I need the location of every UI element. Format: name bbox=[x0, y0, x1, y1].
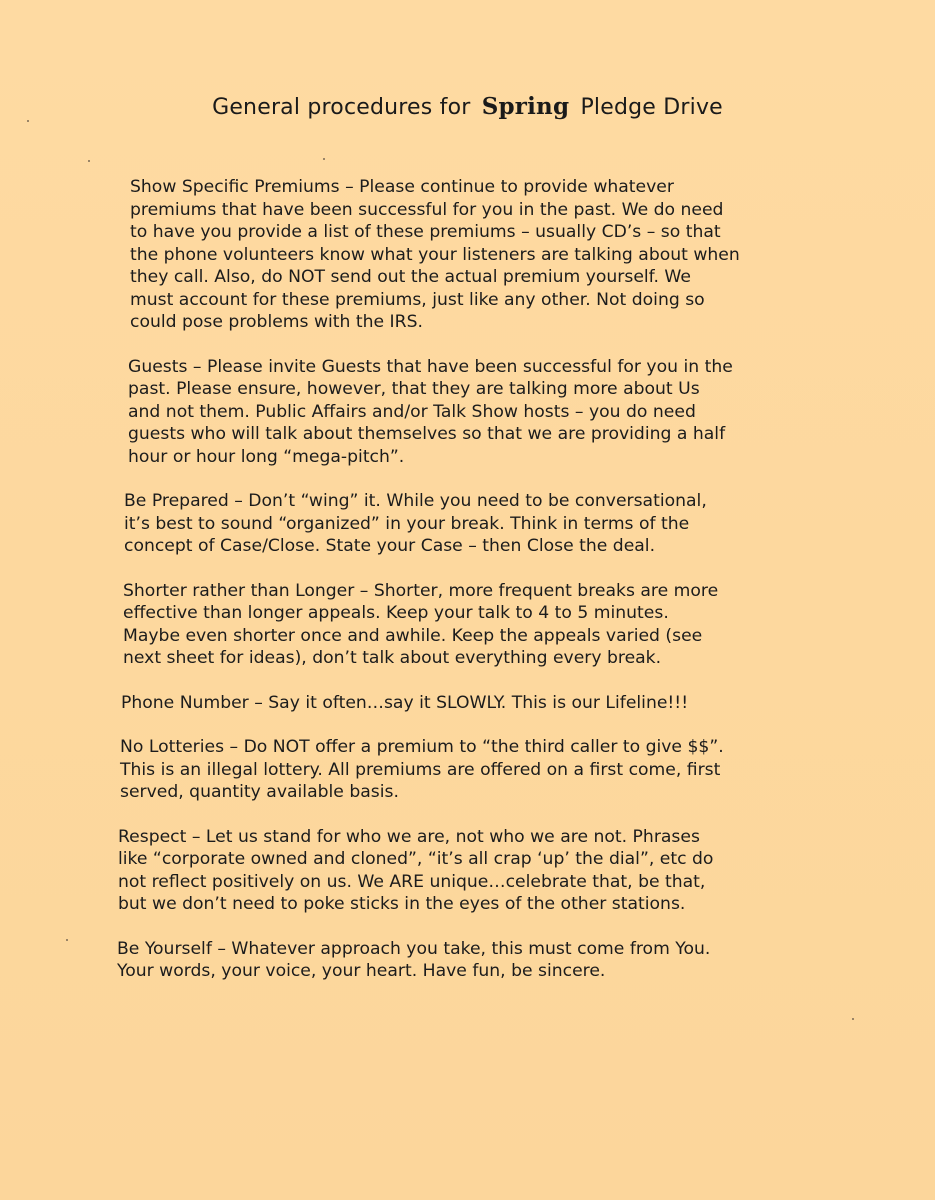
paragraph-respect bbox=[118, 826, 817, 916]
text-line: hour or hour long “mega-pitch”. bbox=[128, 446, 405, 467]
paragraph-guests bbox=[128, 356, 817, 469]
text-line: served, quantity available basis. bbox=[120, 782, 399, 802]
text-line: and not them. Public Affairs and/or Talk Show hosts – you do need bbox=[128, 401, 696, 422]
text-line: guests who will talk about themselves so that we are providing a half bbox=[128, 424, 726, 444]
text-line: Be Yourself – Whatever approach you take, this must come from You. bbox=[117, 938, 711, 959]
text-line: past. Please ensure, however, that they are talking more about Us bbox=[128, 379, 700, 399]
scan-speck bbox=[88, 160, 90, 162]
text-line: to have you provide a list of these premiums – usually CD’s – so that bbox=[130, 222, 721, 242]
text-line: Your words, your voice, your heart. Have fun, be sincere. bbox=[117, 961, 606, 981]
title-prefix: General procedures for bbox=[212, 95, 471, 120]
text-line: the phone volunteers know what your listeners are talking about when bbox=[130, 244, 740, 265]
document-body bbox=[117, 176, 817, 983]
text-line: not reflect positively on us. We ARE unique…celebrate that, be that, bbox=[118, 871, 706, 892]
text-line: Maybe even shorter once and awhile. Keep the appeals varied (see bbox=[123, 625, 703, 646]
paragraph-phone-number bbox=[121, 692, 817, 715]
text-line: could pose problems with the IRS. bbox=[130, 312, 423, 332]
scan-speck bbox=[323, 158, 325, 160]
text-line: Phone Number – Say it often…say it SLOWLY. This is our Lifeline!!! bbox=[121, 692, 689, 713]
text-line: like “corporate owned and cloned”, “it’s all crap ‘up’ the dial”, etc do bbox=[118, 849, 714, 869]
paragraph-be-yourself bbox=[117, 938, 817, 983]
scan-speck bbox=[66, 939, 68, 941]
text-line: must account for these premiums, just like any other. Not doing so bbox=[130, 289, 705, 310]
text-line: they call. Also, do NOT send out the actual premium yourself. We bbox=[130, 267, 691, 287]
paragraph-show-specific-premiums bbox=[130, 176, 817, 334]
title-emphasis: Spring bbox=[481, 93, 570, 120]
paragraph-shorter-rather-than-longer bbox=[123, 580, 817, 670]
paragraph-no-lotteries bbox=[120, 736, 817, 804]
text-line: next sheet for ideas), don’t talk about everything every break. bbox=[123, 648, 662, 668]
scan-speck bbox=[27, 120, 29, 122]
text-line: No Lotteries – Do NOT offer a premium to “the third caller to give $$”. bbox=[120, 737, 724, 757]
title-suffix: Pledge Drive bbox=[580, 95, 723, 120]
page-title bbox=[0, 93, 935, 120]
text-line: concept of Case/Close. State your Case – then Close the deal. bbox=[124, 536, 656, 556]
text-line: effective than longer appeals. Keep your talk to 4 to 5 minutes. bbox=[123, 603, 669, 623]
text-line: but we don’t need to poke sticks in the eyes of the other stations. bbox=[118, 894, 686, 914]
scan-speck bbox=[852, 1018, 854, 1020]
paragraph-be-prepared bbox=[124, 490, 817, 558]
text-line: Respect – Let us stand for who we are, not who we are not. Phrases bbox=[118, 826, 700, 847]
text-line: Guests – Please invite Guests that have been successful for you in the bbox=[128, 356, 733, 377]
text-line: it’s best to sound “organized” in your break. Think in terms of the bbox=[124, 513, 690, 534]
text-line: Be Prepared – Don’t “wing” it. While you need to be conversational, bbox=[124, 491, 707, 511]
text-line: Show Specific Premiums – Please continue to provide whatever bbox=[130, 177, 674, 197]
text-line: This is an illegal lottery. All premiums are offered on a first come, first bbox=[120, 759, 721, 780]
text-line: Shorter rather than Longer – Shorter, more frequent breaks are more bbox=[123, 580, 719, 601]
text-line: premiums that have been successful for you in the past. We do need bbox=[130, 199, 724, 220]
